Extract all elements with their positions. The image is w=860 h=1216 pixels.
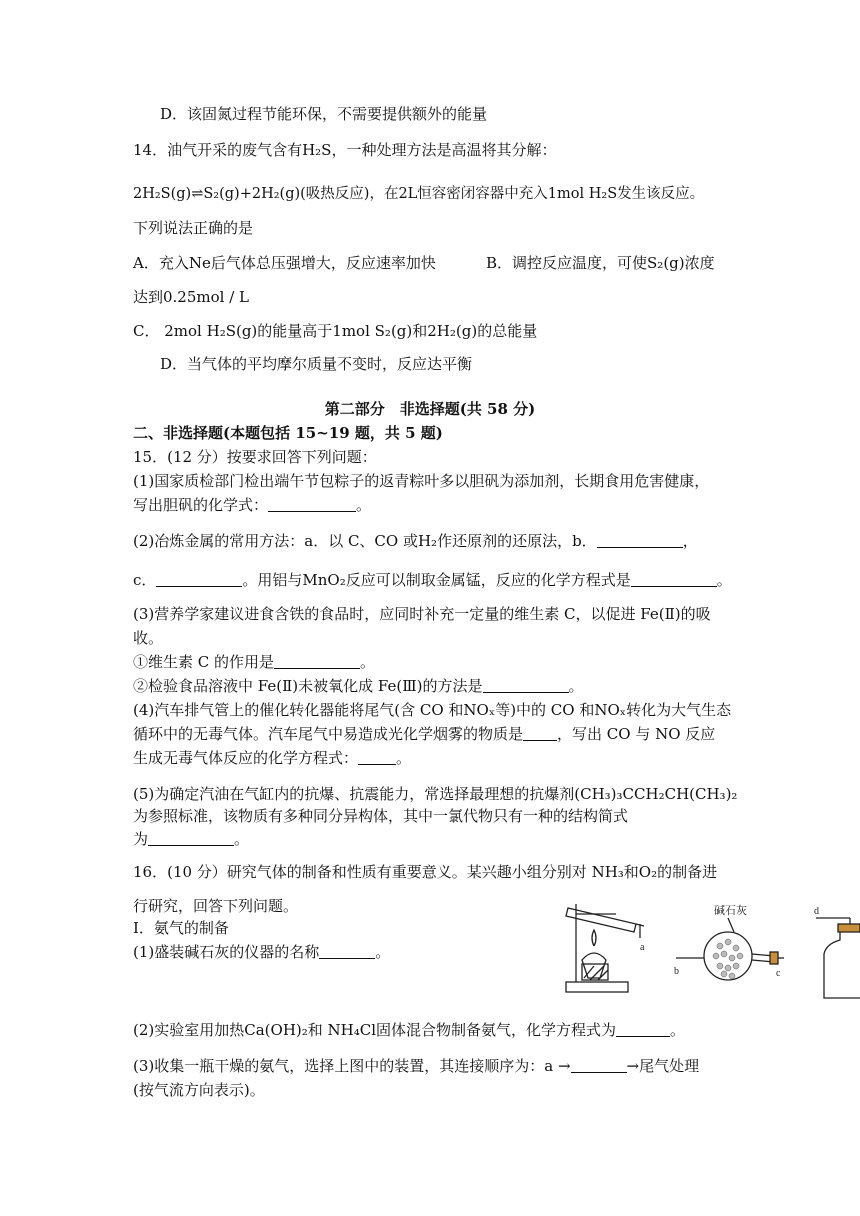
- alcohol-burner: [582, 953, 606, 978]
- q15-p3-text2: ②检验食品溶液中 Fe(Ⅱ)未被氧化成 Fe(Ⅲ)的方法是: [133, 677, 483, 695]
- answer-blank[interactable]: [319, 942, 375, 959]
- q16-section-1: Ⅰ．氨气的制备: [133, 919, 229, 937]
- gas-bottle: [816, 918, 860, 998]
- q15-p3-line2: 收。: [133, 629, 164, 647]
- stand-base: [566, 982, 628, 992]
- label-d: d: [814, 906, 819, 917]
- answer-blank[interactable]: [358, 748, 396, 765]
- q15-p1-line2: [133, 495, 371, 515]
- q15-p4-line1: (4)汽车排气管上的催化转化器能将尾气(含 CO 和NOₓ等)中的 CO 和NOₓ转化为大气生态: [133, 701, 732, 719]
- q16-p2: [133, 1020, 685, 1040]
- q14-prompt: 下列说法正确的是: [133, 219, 254, 237]
- answer-blank[interactable]: [597, 531, 683, 548]
- q16-p2-text: (2)实验室用加热Ca(OH)₂和 NH₄Cl固体混合物制备氨气，化学方程式为: [133, 1021, 617, 1039]
- answer-blank[interactable]: [148, 829, 234, 846]
- q15-p4-text2: ，写出 CO 与 NO 反应: [557, 725, 716, 743]
- q15-p3-line4: [133, 676, 584, 696]
- q15-p2-c-label: c．: [133, 571, 157, 589]
- flame: [592, 930, 596, 946]
- soda-lime-label: 碱石灰: [714, 905, 747, 917]
- q16-p1-text: (1)盛装碱石灰的仪器的名称: [133, 943, 320, 961]
- period: 。: [234, 830, 250, 848]
- q16-stem-cont: 行研究，回答下列问题。: [133, 897, 299, 915]
- q16-p3-text2: →尾气处理: [626, 1057, 700, 1075]
- q15-p5-line2: 为参照标准，该物质有多种同分异构体，其中一氯代物只有一种的结构简式: [133, 807, 629, 825]
- period: 。: [356, 496, 372, 514]
- q16-p3-text: (3)收集一瓶干燥的氨气，选择上图中的装置，其连接顺序为：a →: [133, 1057, 571, 1075]
- q15-p4-line2: [133, 724, 715, 744]
- q15-p1-line1: (1)国家质检部门检出端午节包粽子的返青粽叶多以胆矾为添加剂，长期食用危害健康，: [133, 472, 710, 490]
- q14-option-a: A．充入Ne后气体总压强增大，反应速率加快: [133, 254, 436, 272]
- period: 。: [375, 943, 391, 961]
- q15-p4-text3: 生成无毒气体反应的化学方程式：: [133, 749, 359, 767]
- q15-p5-line1: (5)为确定汽油在气缸内的抗爆、抗震能力，常选择最理想的抗爆剂(CH₃)₃CCH₂CH(CH₃)₂: [133, 785, 738, 803]
- q13-option-d: D．该固氮过程节能环保，不需要提供额外的能量: [160, 105, 488, 123]
- q16-p3-line1: [133, 1056, 699, 1076]
- comma: ，: [682, 532, 698, 550]
- answer-blank[interactable]: [156, 570, 242, 587]
- part2-title: 第二部分 非选择题(共 58 分): [324, 400, 536, 418]
- period: 。: [716, 571, 732, 589]
- q15-p2-line2: [133, 570, 732, 590]
- answer-blank[interactable]: [631, 570, 717, 587]
- answer-blank[interactable]: [616, 1020, 670, 1037]
- q15-p4-line3: [133, 748, 411, 768]
- q15-p3-text: ①维生素 C 的作用是: [133, 653, 275, 671]
- drying-tube: [676, 918, 784, 980]
- q16-p3-line2: (按气流方向表示)。: [133, 1081, 265, 1099]
- answer-blank[interactable]: [571, 1056, 627, 1073]
- q14-option-d: D．当气体的平均摩尔质量不变时，反应达平衡: [160, 355, 473, 373]
- q15-p1-text: 写出胆矾的化学式：: [133, 496, 269, 514]
- q14-option-b: B．调控反应温度，可使S₂(g)浓度: [486, 254, 715, 272]
- q14-equation: 2H₂S(g)⇌S₂(g)+2H₂(g)(吸热反应)，在2L恒容密闭容器中充入1mol H₂S发生该反应。: [133, 186, 705, 202]
- q15-p3-line1: (3)营养学家建议进食含铁的食品时，应同时补充一定量的维生素 C，以促进 Fe(Ⅱ)的吸: [133, 605, 711, 623]
- apparatus-figure: [548, 894, 860, 1004]
- label-c: c: [776, 968, 781, 979]
- q15-stem: 15．(12 分）按要求回答下列问题：: [133, 448, 377, 466]
- q15-p3-line3: [133, 652, 375, 672]
- answer-blank[interactable]: [523, 724, 557, 741]
- section-heading: 二、非选择题(本题包括 15~19 题，共 5 题): [133, 424, 443, 442]
- soda-lime-granules: [713, 939, 743, 979]
- q14-stem: 14．油气开采的废气含有H₂S，一种处理方法是高温将其分解：: [133, 141, 557, 159]
- q16-p1: [133, 942, 390, 962]
- q15-p5-line3: [133, 829, 249, 849]
- q15-p2-text: (2)冶炼金属的常用方法：a．以 C、CO 或H₂作还原剂的还原法，b．: [133, 532, 597, 550]
- q15-p2-text2: 。用铝与MnO₂反应可以制取金属锰，反应的化学方程式是: [242, 571, 631, 589]
- period: 。: [396, 749, 412, 767]
- answer-blank[interactable]: [268, 495, 356, 512]
- q14-option-c: C． 2mol H₂S(g)的能量高于1mol S₂(g)和2H₂(g)的总能量: [133, 322, 538, 340]
- q15-p2-line1: [133, 531, 698, 551]
- answer-blank[interactable]: [483, 676, 569, 693]
- period: 。: [670, 1021, 686, 1039]
- label-b: b: [674, 966, 679, 977]
- period: 。: [568, 677, 584, 695]
- period: 。: [360, 653, 376, 671]
- q14-option-b-cont: 达到0.25mol / L: [133, 288, 250, 306]
- q15-p5-text: 为: [133, 830, 149, 848]
- heating-apparatus: [566, 904, 644, 992]
- q16-stem: 16．(10 分）研究气体的制备和性质有重要意义。某兴趣小组分别对 NH₃和O₂的制备进: [133, 863, 718, 881]
- label-a: a: [640, 942, 645, 953]
- q15-p4-text: 循环中的无毒气体。汽车尾气中易造成光化学烟雾的物质是: [133, 725, 524, 743]
- answer-blank[interactable]: [274, 652, 360, 669]
